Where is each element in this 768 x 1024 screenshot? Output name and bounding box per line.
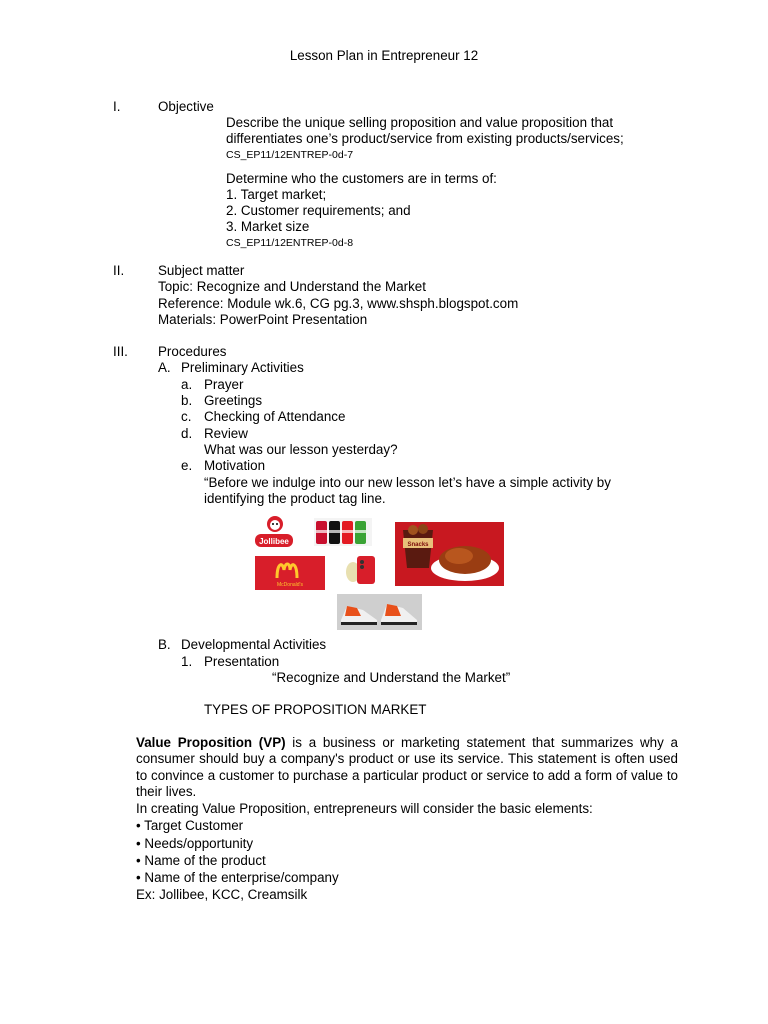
determine-line: Determine who the customers are in terms of:: [226, 170, 497, 186]
prelim-letter: A.: [158, 360, 171, 375]
objective-line-2: differentiates one’s product/service from existing products/services;: [226, 131, 624, 147]
subject-materials: Materials: PowerPoint Presentation: [158, 311, 368, 327]
mcdonalds-logo-image: [255, 556, 325, 590]
prelim-item-prayer: Prayer: [204, 377, 244, 392]
section-number-1: I.: [113, 99, 121, 114]
vp-creating-line: In creating Value Proposition, entrepreneurs will consider the basic elements:: [136, 801, 593, 816]
vp-elements-block: [136, 801, 593, 904]
objective-item-1: 1. Target market;: [226, 186, 327, 202]
types-heading: TYPES OF PROPOSITION MARKET: [204, 702, 427, 717]
mcdonalds-logo-text: McDonald's: [277, 582, 303, 588]
motivation-line-1: “Before we indulge into our new lesson let’s have a simple activity by: [204, 475, 611, 490]
review-question: What was our lesson yesterday?: [204, 442, 398, 457]
objective-heading: Objective: [158, 99, 214, 114]
jollibee-logo-text: Jollibee: [259, 537, 289, 546]
prelim-letter-d: d.: [181, 426, 193, 441]
vp-definition: is a business or marketing statement that summarizes why a consumer should buy a company's product or use its service. This statement is often used to convince a customer to purchase a particular product or service to add a form of value to their lives.: [136, 735, 678, 799]
page-title: Lesson Plan in Entrepreneur 12: [289, 48, 479, 63]
presentation-label: Presentation: [204, 654, 280, 669]
soda-cans-image: [314, 518, 372, 546]
value-proposition-paragraph: [136, 735, 678, 800]
competency-code-2: CS_EP11/12ENTREP-0d-8: [226, 236, 354, 249]
snacks-label-text: Snacks: [407, 542, 429, 548]
subject-topic: Topic: Recognize and Understand the Market: [158, 279, 426, 295]
prelim-letter-a: a.: [181, 377, 193, 392]
vp-element-4: • Name of the enterprise/company: [136, 870, 339, 886]
subject-matter-block: [158, 263, 518, 328]
objective-line-1: Describe the unique selling proposition and value proposition that: [226, 115, 614, 130]
section-number-3: III.: [113, 344, 128, 359]
sneakers-image: [337, 594, 422, 630]
objective-item-2: 2. Customer requirements; and: [226, 203, 411, 219]
presentation-title: “Recognize and Understand the Market”: [272, 670, 511, 685]
prelim-letter-e: e.: [181, 458, 193, 473]
jollibee-logo-image: [253, 514, 295, 550]
objective-item-3: 3. Market size: [226, 219, 310, 235]
prelim-heading: Preliminary Activities: [181, 360, 304, 375]
competency-code-1: CS_EP11/12ENTREP-0d-7: [226, 148, 354, 161]
vp-example: Ex: Jollibee, KCC, Creamsilk: [136, 887, 308, 903]
developmental-letter: B.: [158, 637, 171, 652]
prelim-item-greetings: Greetings: [204, 393, 263, 408]
chicken-bucket-image: [395, 522, 504, 586]
subject-reference: Reference: Module wk.6, CG pg.3, www.shsph.blogspot.com: [158, 295, 519, 311]
prelim-item-attendance: Checking of Attendance: [204, 409, 346, 424]
vp-element-2: • Needs/opportunity: [136, 835, 254, 851]
vp-element-3: • Name of the product: [136, 852, 266, 868]
subject-heading: Subject matter: [158, 263, 245, 278]
prelim-item-motivation: Motivation: [204, 458, 266, 473]
vp-term: Value Proposition (VP): [136, 735, 286, 750]
presentation-number: 1.: [181, 654, 193, 669]
prelim-item-review: Review: [204, 426, 248, 441]
phone-image: [343, 554, 383, 586]
prelim-letter-b: b.: [181, 393, 193, 408]
objective-body: [226, 115, 624, 250]
prelim-letter-c: c.: [181, 409, 192, 424]
developmental-heading: Developmental Activities: [181, 637, 327, 652]
motivation-line-2: identifying the product tag line.: [204, 491, 386, 506]
procedures-heading: Procedures: [158, 344, 227, 359]
vp-element-1: • Target Customer: [136, 818, 244, 834]
section-number-2: II.: [113, 263, 125, 278]
